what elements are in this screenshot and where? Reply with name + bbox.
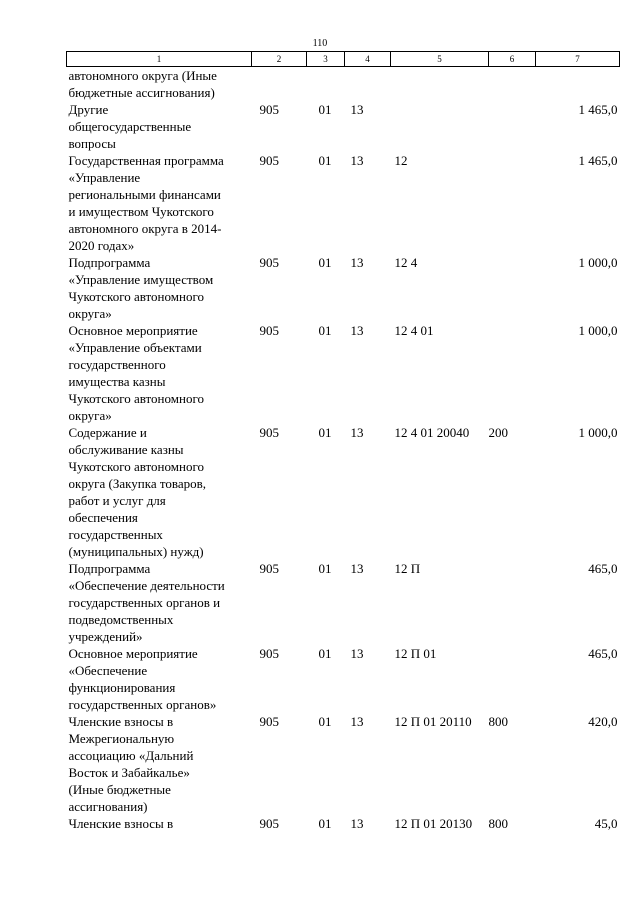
row-code-2: 905 bbox=[259, 153, 279, 168]
row-code-6 bbox=[489, 101, 536, 152]
row-code-4: 13 bbox=[350, 816, 364, 831]
row-amount: 1 465,0 bbox=[578, 153, 618, 168]
row-amount bbox=[536, 67, 620, 102]
row-code-5: 12 bbox=[394, 153, 408, 168]
row-code-6 bbox=[489, 560, 536, 645]
row-code-5: 12 4 01 bbox=[394, 323, 434, 338]
row-code-3: 01 bbox=[318, 425, 332, 440]
row-code-2 bbox=[252, 67, 307, 102]
header-col-6: 6 bbox=[489, 52, 536, 67]
row-code-5: 12 П bbox=[394, 561, 421, 576]
row-code-3: 01 bbox=[318, 102, 332, 117]
row-code-6 bbox=[489, 645, 536, 713]
row-code-5: 12 4 bbox=[394, 255, 418, 270]
row-code-4: 13 bbox=[350, 323, 364, 338]
row-amount: 1 000,0 bbox=[578, 323, 618, 338]
row-code-5: 12 П 01 20110 bbox=[394, 714, 472, 729]
table-row bbox=[67, 713, 620, 815]
table-row bbox=[67, 101, 620, 152]
row-code-2: 905 bbox=[259, 714, 279, 729]
row-code-5: 12 П 01 20130 bbox=[394, 816, 473, 831]
row-name: Содержание и обслуживание казны Чукотского автономного округа (Закупка товаров, работ и услуг для обеспечения государственных (муниципальных) нужд) bbox=[68, 425, 206, 559]
row-code-2: 905 bbox=[259, 425, 279, 440]
row-code-4: 13 bbox=[350, 255, 364, 270]
row-code-2: 905 bbox=[259, 816, 279, 831]
row-name: Государственная программа «Управление региональными финансами и имуществом Чукотского автономного округа в 2014- 2020 годах» bbox=[68, 153, 224, 253]
table-row bbox=[67, 424, 620, 560]
page-number: 110 bbox=[312, 38, 328, 49]
row-code-3: 01 bbox=[318, 646, 332, 661]
row-code-4: 13 bbox=[350, 714, 364, 729]
row-code-2: 905 bbox=[259, 102, 279, 117]
table-row bbox=[67, 645, 620, 713]
row-code-3: 01 bbox=[318, 714, 332, 729]
header-col-4: 4 bbox=[345, 52, 391, 67]
table-row bbox=[67, 815, 620, 832]
row-code-6: 800 bbox=[488, 714, 508, 729]
table-row bbox=[67, 152, 620, 254]
row-amount: 45,0 bbox=[594, 816, 618, 831]
table-header bbox=[67, 52, 620, 67]
row-code-4 bbox=[345, 67, 391, 102]
header-row bbox=[67, 52, 620, 67]
row-amount: 1 000,0 bbox=[578, 255, 618, 270]
row-name: Подпрограмма «Обеспечение деятельности государственных органов и подведомственных учреждений» bbox=[68, 561, 225, 644]
table-row bbox=[67, 322, 620, 424]
table-body bbox=[67, 67, 620, 833]
row-code-6 bbox=[489, 322, 536, 424]
row-code-2: 905 bbox=[259, 646, 279, 661]
row-name: автономного округа (Иные бюджетные ассигнования) bbox=[68, 68, 217, 100]
table-row bbox=[67, 254, 620, 322]
header-col-5: 5 bbox=[391, 52, 489, 67]
row-amount: 1 465,0 bbox=[578, 102, 618, 117]
row-code-3: 01 bbox=[318, 561, 332, 576]
table-row bbox=[67, 560, 620, 645]
row-code-4: 13 bbox=[350, 646, 364, 661]
row-code-5 bbox=[391, 67, 489, 102]
row-code-3: 01 bbox=[318, 255, 332, 270]
row-code-3 bbox=[307, 67, 345, 102]
row-name: Подпрограмма «Управление имуществом Чукотского автономного округа» bbox=[68, 255, 214, 321]
row-code-4: 13 bbox=[350, 425, 364, 440]
row-amount: 465,0 bbox=[588, 646, 618, 661]
header-col-7: 7 bbox=[536, 52, 620, 67]
table-row bbox=[67, 67, 620, 102]
row-code-4: 13 bbox=[350, 102, 364, 117]
row-code-4: 13 bbox=[350, 153, 364, 168]
row-code-3: 01 bbox=[318, 153, 332, 168]
row-code-6: 800 bbox=[488, 816, 508, 831]
row-code-5 bbox=[391, 101, 489, 152]
row-name: Другие общегосударственные вопросы bbox=[68, 102, 192, 151]
row-name: Основное мероприятие «Обеспечение функционирования государственных органов» bbox=[68, 646, 217, 712]
row-code-2: 905 bbox=[259, 561, 279, 576]
header-col-1: 1 bbox=[67, 52, 252, 67]
header-col-3: 3 bbox=[307, 52, 345, 67]
row-code-5: 12 П 01 bbox=[394, 646, 437, 661]
row-code-6: 200 bbox=[488, 425, 508, 440]
row-amount: 420,0 bbox=[588, 714, 618, 729]
row-amount: 465,0 bbox=[588, 561, 618, 576]
row-code-2: 905 bbox=[259, 255, 279, 270]
header-col-2: 2 bbox=[252, 52, 307, 67]
row-name: Членские взносы в bbox=[68, 816, 174, 831]
row-code-3: 01 bbox=[318, 323, 332, 338]
budget-table bbox=[66, 51, 620, 832]
row-name: Основное мероприятие «Управление объектами государственного имущества казны Чукотского автономного округа» bbox=[68, 323, 204, 423]
row-code-4: 13 bbox=[350, 561, 364, 576]
row-name: Членские взносы в Межрегиональную ассоциацию «Дальний Восток и Забайкалье» (Иные бюджетные ассигнования) bbox=[68, 714, 194, 814]
row-code-3: 01 bbox=[318, 816, 332, 831]
row-amount: 1 000,0 bbox=[578, 425, 618, 440]
row-code-2: 905 bbox=[259, 323, 279, 338]
row-code-6 bbox=[489, 67, 536, 102]
row-code-5: 12 4 01 20040 bbox=[394, 425, 470, 440]
row-code-6 bbox=[489, 152, 536, 254]
row-code-6 bbox=[489, 254, 536, 322]
